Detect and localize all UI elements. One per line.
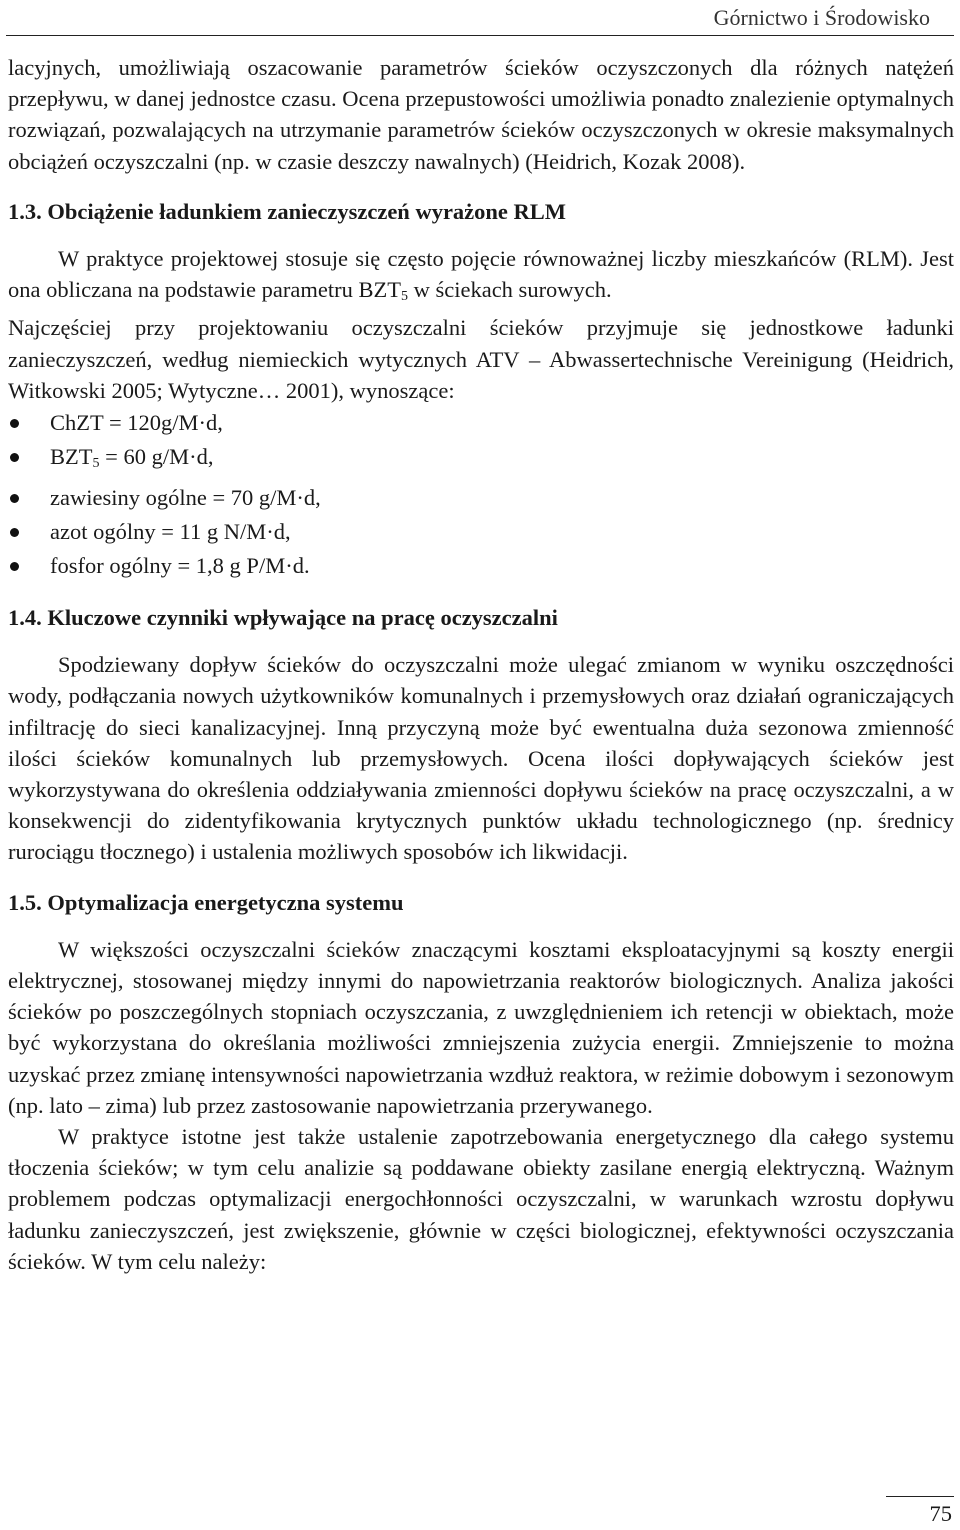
paragraph-intro: lacyjnych, umożliwiają oszacowanie parametrów ścieków oczyszczonych dla różnych natężeń przepływu, w danej jednostce czasu. Ocena przepustowości umożliwia ponadto znalezienie optymalnych rozwiązań, pozwalających na utrzymanie parametrów ścieków oczyszczonych w okresie maksymalnych obciążeń oczyszczalni (np. w czasie deszczy nawalnych) (Heidrich, Kozak 2008). (8, 55, 954, 174)
paragraph-energy-1: W większości oczyszczalni ścieków znaczącymi kosztami eksploatacyjnymi są koszty energii elektrycznej, stosowanej między innymi do napowietrzania reaktorów biologicznych. Analiza jakości ścieków po poszczególnych stopniach oczyszczania, z uwzględnieniem ich retencji w obiektach, może być wykorzystana do określania możliwości zmniejszenia zużycia energii. Zmniejszenie to można uzyskać przez zmianę intensywności napowietrzania wzdłuż reaktora, w reżimie dobowym i sezonowym (np. lato – zima) lub przez zastosowanie napowietrzania przerywanego. (8, 936, 954, 1118)
section-heading-1-3: 1.3. Obciążenie ładunkiem zanieczyszczeń wyrażone RLM (8, 198, 567, 224)
paragraph-rlm-text: W praktyce projektowej stosuje się często pojęcie równoważnej liczby mieszkańców (RLM). Jest ona obliczana na podstawie parametru BZT (8, 246, 954, 303)
list-item: fosfor ogólny = 1,8 g P/M·d. (8, 549, 954, 583)
list-item: azot ogólny = 11 g N/M·d, (8, 515, 954, 549)
footer-rule (886, 1496, 954, 1497)
paragraph-loads: Najczęściej przy projektowaniu oczyszczalni ścieków przyjmuje się jednostkowe ładunki zanieczyszczeń, według niemieckich wytycznych ATV – Abwassertechnische Vereinigung (Heidrich, Witkowski 2005; Wytyczne… 2001), wynoszące: (8, 315, 954, 403)
page-content (8, 52, 954, 1277)
section-heading-1-5: 1.5. Optymalizacja energetyczna systemu (8, 889, 404, 915)
bullet-icon (10, 419, 19, 428)
list-item: $BZT_5 = 60$ g/M·d, (8, 440, 954, 481)
page-number: 75 (929, 1501, 952, 1526)
list-item: zawiesiny ogólne = 70 g/M·d, (8, 481, 954, 515)
paragraph-energy-2: W praktyce istotne jest także ustalenie zapotrzebowania energetycznego dla całego systemu tłoczenia ścieków; w tym celu analizie są poddawane obiekty zasilane energią elektryczną. Ważnym problemem podczas optymalizacji energochłonności oczyszczalni, w warunkach wzrostu dopływu ładunku zanieczyszczeń, jest zwiększenie, głównie w części biologicznej, efektywności oczyszczania ścieków. W tym celu należy: (8, 1124, 954, 1274)
running-header: Górnictwo i Środowisko (713, 5, 930, 30)
paragraph-rlm-end: w ściekach surowych. (407, 277, 612, 303)
paragraph-key-factors: Spodziewany dopływ ścieków do oczyszczalni może ulegać zmianom w wyniku oszczędności wody, podłączania nowych użytkowników komunalnych i przemysłowych oraz działań ograniczających infiltrację do sieci kanalizacyjnej. Inną przyczyną może być ewentualna duża sezonowa zmienność ilości ścieków komunalnych lub przemysłowych. Ocena ilości dopływających ścieków jest wykorzystywana do określenia oddziaływania zmienności dopływu ścieków na pracę oczyszczalni, a w konsekwencji do zidentyfikowania krytycznych punktów układu technologicznego (np. średnicy rurociągu tłocznego) i ustalenia możliwych sposobów ich likwidacji. (8, 652, 954, 865)
paragraph-rlm (8, 243, 954, 312)
list-item: ChZT = 120g/M·d, (8, 406, 954, 440)
bullet-icon (10, 562, 19, 571)
header-rule (6, 35, 954, 36)
bullet-icon (10, 494, 19, 503)
pollutant-load-list (8, 406, 954, 583)
bullet-icon (10, 528, 19, 537)
bullet-icon (10, 453, 19, 462)
bzt-subscript: 5 (400, 289, 408, 305)
section-heading-1-4: 1.4. Kluczowe czynniki wpływające na pracę oczyszczalni (8, 605, 558, 631)
